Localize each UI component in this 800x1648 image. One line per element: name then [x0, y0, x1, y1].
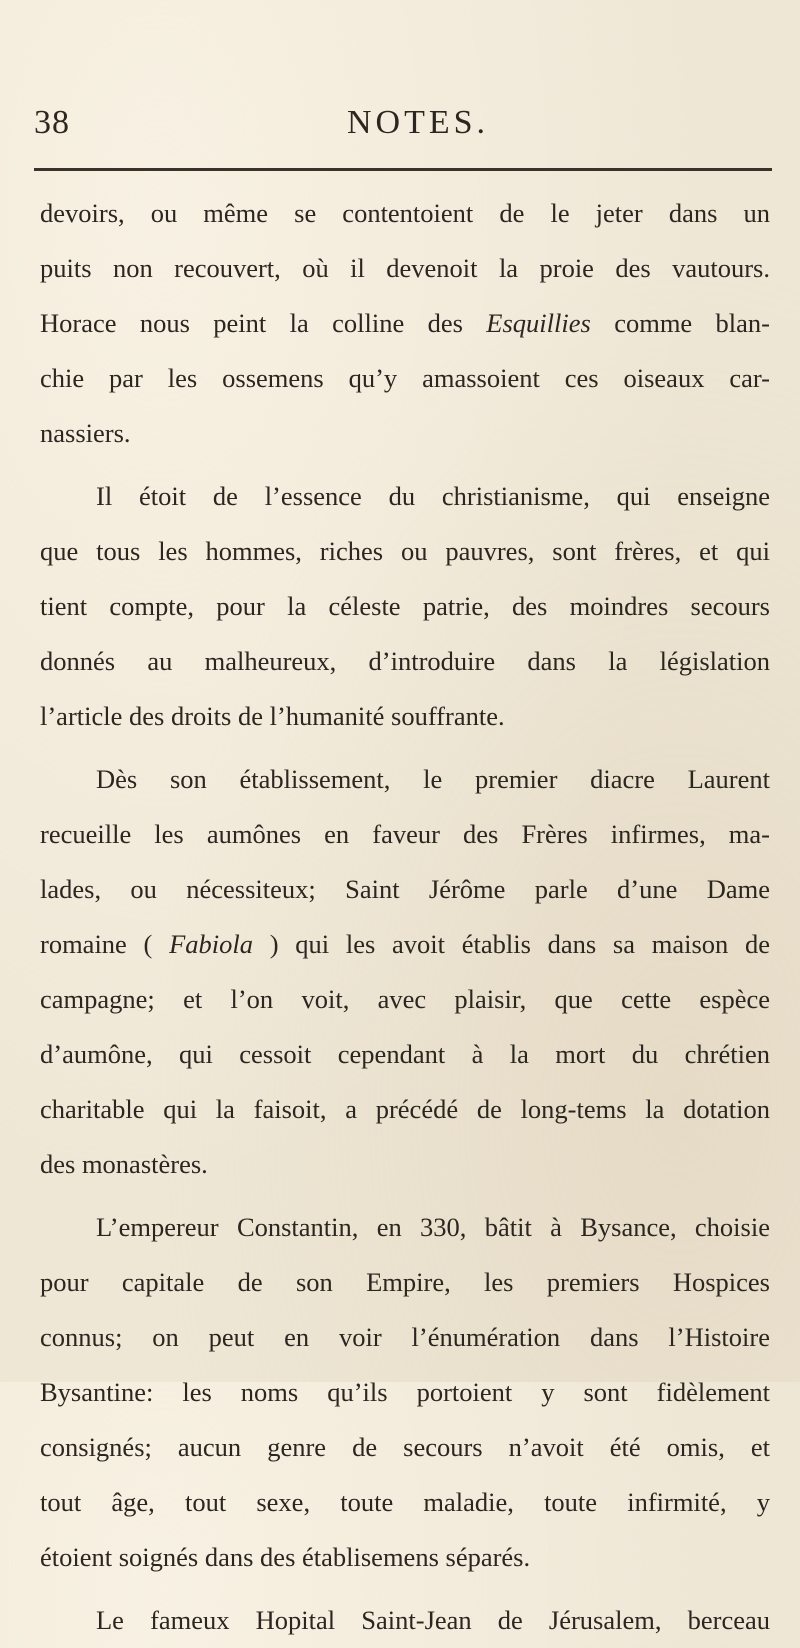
text-line: campagne; et l’on voit, avec plaisir, que cette espèce — [40, 984, 770, 1014]
paragraph — [40, 469, 770, 744]
text-line: consignés; aucun genre de secours n’avoit été omis, et — [40, 1432, 770, 1462]
text-line: des monastères. — [40, 1149, 208, 1179]
text-line: connus; on peut en voir l’énumération dans l’Histoire — [40, 1322, 770, 1352]
paragraph — [40, 1200, 770, 1585]
text-line: puits non recouvert, où il devenoit la proie des vautours. — [40, 253, 770, 283]
running-head — [34, 104, 772, 154]
text-line: d’aumône, qui cessoit cependant à la mort du chrétien — [40, 1039, 770, 1069]
header-rule — [34, 168, 772, 171]
page-header-title: NOTES. — [346, 104, 490, 141]
italic-name: Esquillies — [486, 308, 591, 338]
text-line: nassiers. — [40, 418, 131, 448]
text-line: tient compte, pour la céleste patrie, des moindres secours — [40, 591, 770, 621]
text-line: pour capitale de son Empire, les premiers Hospices — [40, 1267, 770, 1297]
text-line: l’article des droits de l’humanité souffrante. — [40, 701, 505, 731]
text-line: charitable qui la faisoit, a précédé de long-tems la dotation — [40, 1094, 770, 1124]
text-line: donnés au malheureux, d’introduire dans la législation — [40, 646, 770, 676]
text-line: Bysantine: les noms qu’ils portoient y sont fidèlement — [40, 1377, 770, 1407]
paragraph — [40, 186, 770, 461]
text-line: Dès son établissement, le premier diacre Laurent — [96, 764, 770, 794]
body-text — [40, 186, 770, 1648]
paragraph — [40, 752, 770, 1192]
text-line: chie par les ossemens qu’y amassoient ces oiseaux car- — [40, 363, 770, 393]
page-number: 38 — [34, 104, 70, 141]
text-line: recueille les aumônes en faveur des Frères infirmes, ma- — [40, 819, 770, 849]
text-line: devoirs, ou même se contentoient de le jeter dans un — [40, 198, 770, 228]
italic-name: Fabiola — [169, 929, 254, 959]
text-line: Il étoit de l’essence du christianisme, qui enseigne — [96, 481, 770, 511]
text-line: Horace nous peint la colline des Esquillies comme blan- — [40, 308, 771, 338]
text-line: Le fameux Hopital Saint-Jean de Jérusalem, berceau — [96, 1605, 770, 1635]
text-line: lades, ou nécessiteux; Saint Jérôme parle d’une Dame — [40, 874, 770, 904]
paragraph — [40, 1593, 770, 1648]
text-line: romaine ( Fabiola ) qui les avoit établis dans sa maison de — [40, 929, 770, 959]
text-line: que tous les hommes, riches ou pauvres, sont frères, et qui — [40, 536, 770, 566]
text-line: étoient soignés dans des établisemens séparés. — [40, 1542, 531, 1572]
text-line: tout âge, tout sexe, toute maladie, toute infirmité, y — [40, 1487, 770, 1517]
text-line: L’empereur Constantin, en 330, bâtit à Bysance, choisie — [96, 1212, 770, 1242]
